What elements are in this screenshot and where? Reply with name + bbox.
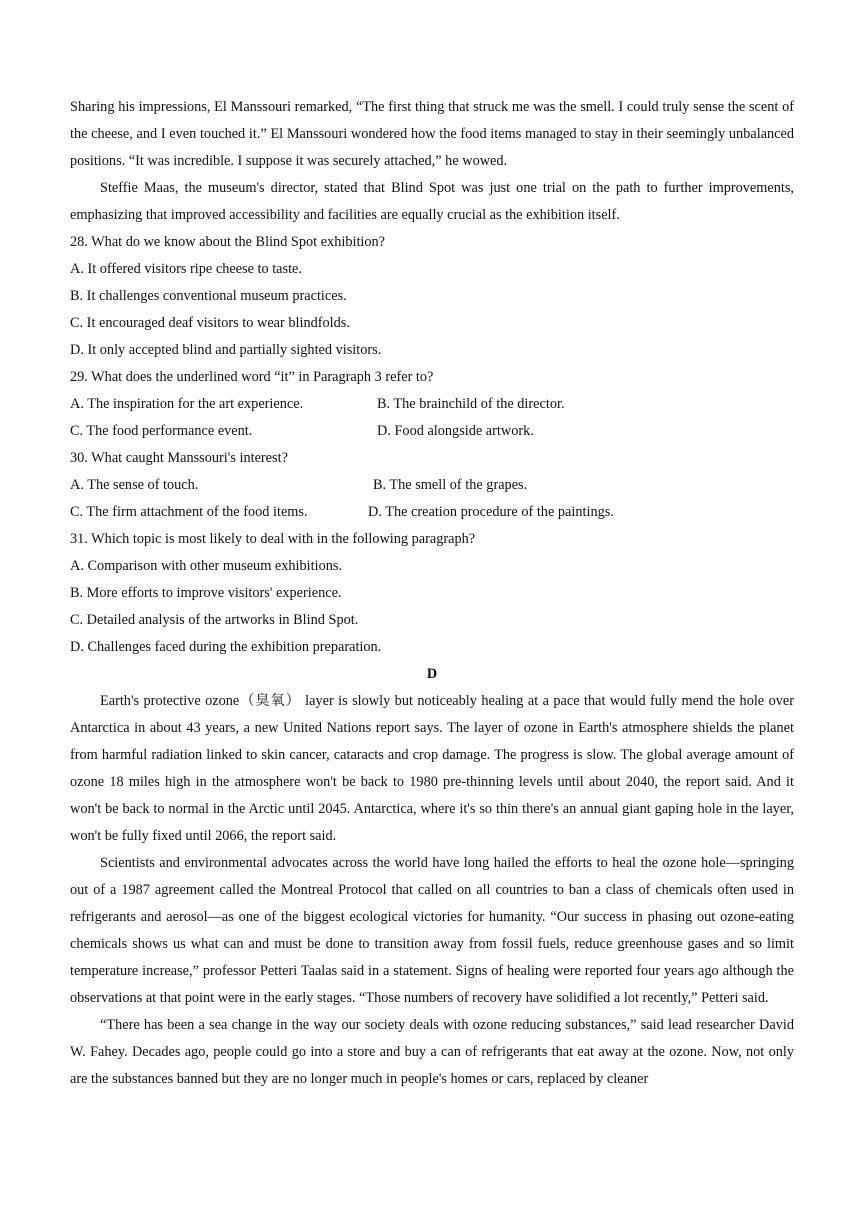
option-d: D. Food alongside artwork. xyxy=(377,423,534,439)
passage-c-paragraph: Sharing his impressions, El Manssouri remarked, “The first thing that struck me was the smell. I could truly sense the scent of the cheese, and I even touched it.” El Manssouri wondered how the food items managed to stay in their seemingly unbalanced positions. “It was incredible. I suppose it was securely attached,” he wowed. xyxy=(70,99,794,169)
question-29 xyxy=(70,364,794,445)
document-page xyxy=(70,94,794,1093)
question-stem: 29. What does the underlined word “it” in Paragraph 3 refer to? xyxy=(70,369,434,385)
question-30 xyxy=(70,445,794,526)
passage-d-paragraph: “There has been a sea change in the way our society deals with ozone reducing substances,” said lead researcher David W. Fahey. Decades ago, people could go into a store and buy a can of refrigerants that eat away at the ozone. Now, not only are the substances banned but they are no longer much in people's homes or cars, replaced by cleaner xyxy=(70,1017,794,1087)
option-d: D. It only accepted blind and partially sighted visitors. xyxy=(70,342,382,358)
passage-d-paragraph: Earth's protective ozone（臭氧） layer is slowly but noticeably healing at a pace that would fully mend the hole over Antarctica in about 43 years, a new United Nations report says. The layer of ozone in Earth's atmosphere shields the planet from harmful radiation linked to skin cancer, cataracts and crop damage. The progress is slow. The global average amount of ozone 18 miles high in the atmosphere won't be back to 1980 pre-thinning levels until about 2040, the report said. And it won't be back to normal in the Arctic until 2045. Antarctica, where it's so thin there's an annual giant gaping hole in the layer, won't be fully fixed until 2066, the report said. xyxy=(70,693,794,844)
option-b: B. It challenges conventional museum practices. xyxy=(70,288,347,304)
option-c: C. Detailed analysis of the artworks in Blind Spot. xyxy=(70,612,359,628)
passage-d-paragraph: Scientists and environmental advocates across the world have long hailed the efforts to heal the ozone hole—springing out of a 1987 agreement called the Montreal Protocol that called on all countries to ban a class of chemicals often used in refrigerants and aerosol—as one of the biggest ecological victories for humanity. “Our success in phasing out ozone-eating chemicals shows us what can and must be done to transition away from fossil fuels, reduce greenhouse gases and so limit temperature increase,” professor Petteri Taalas said in a statement. Signs of healing were reported four years ago although the observations at that point were in the early stages. “Those numbers of recovery have solidified a lot recently,” Petteri said. xyxy=(70,855,794,1006)
option-b: B. More efforts to improve visitors' experience. xyxy=(70,585,342,601)
option-c: C. It encouraged deaf visitors to wear blindfolds. xyxy=(70,315,350,331)
option-a: A. The inspiration for the art experience. xyxy=(70,396,304,412)
question-31 xyxy=(70,526,794,661)
option-a: A. The sense of touch. xyxy=(70,477,199,493)
option-a: A. It offered visitors ripe cheese to taste. xyxy=(70,261,302,277)
option-a: A. Comparison with other museum exhibitions. xyxy=(70,558,343,574)
option-d: D. Challenges faced during the exhibition preparation. xyxy=(70,639,382,655)
option-b: B. The smell of the grapes. xyxy=(373,477,528,493)
option-b: B. The brainchild of the director. xyxy=(377,396,565,412)
question-stem: 30. What caught Manssouri's interest? xyxy=(70,450,288,466)
passage-c-paragraph: Steffie Maas, the museum's director, stated that Blind Spot was just one trial on the path to further improvements, emphasizing that improved accessibility and facilities are equally crucial as the exhibition itself. xyxy=(70,180,794,223)
question-stem: 31. Which topic is most likely to deal with in the following paragraph? xyxy=(70,531,476,547)
question-stem: 28. What do we know about the Blind Spot exhibition? xyxy=(70,234,386,250)
option-d: D. The creation procedure of the paintings. xyxy=(368,504,614,520)
option-c: C. The food performance event. xyxy=(70,423,253,439)
question-28 xyxy=(70,229,794,364)
option-c: C. The firm attachment of the food items. xyxy=(70,504,308,520)
section-heading: D xyxy=(426,666,438,682)
